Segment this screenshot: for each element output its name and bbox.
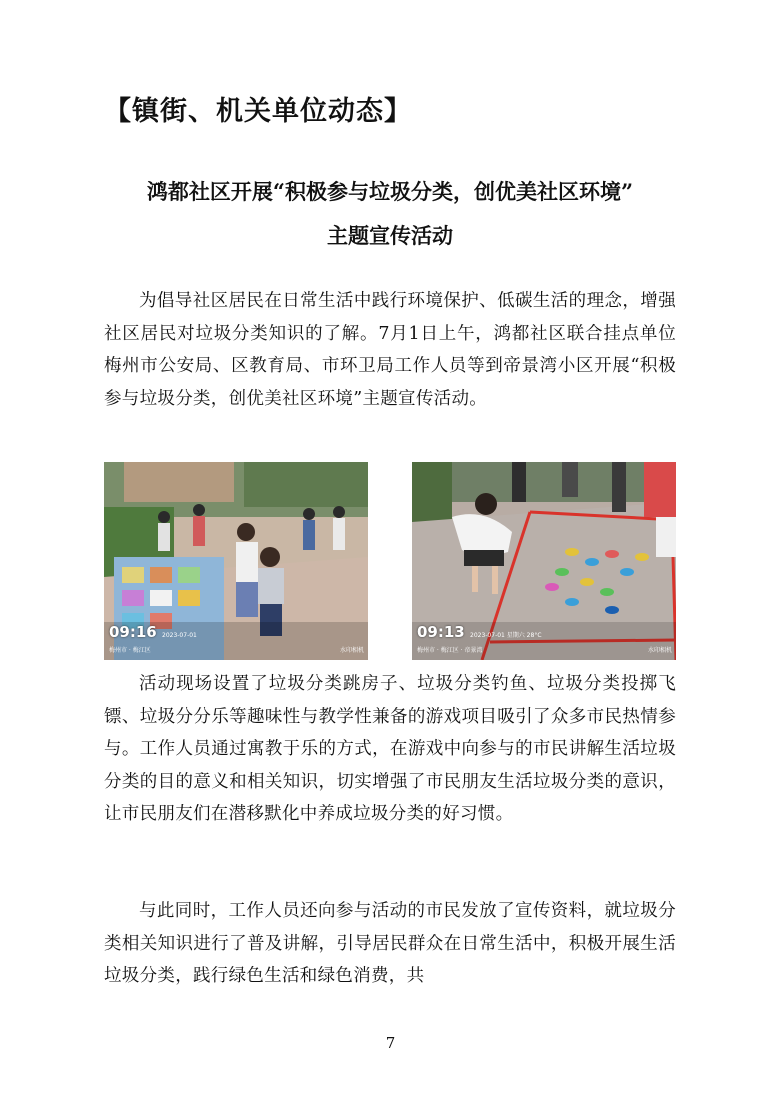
photo-right-location: 梅州市 · 梅江区 · 帝景湾 [417,647,483,654]
photo-right-watermark: 水印相机 [647,647,672,654]
photo-left-watermark: 水印相机 [339,647,364,654]
photo-left-time: 09:16 [109,623,157,641]
page-number: 7 [385,1034,396,1052]
photo-left-location: 梅州市 · 梅江区 [109,647,151,654]
photo-right [412,462,676,660]
article-title-line-1: 鸿都社区开展“积极参与垃圾分类，创优美社区环境” [146,179,634,204]
paragraph-activities: 活动现场设置了垃圾分类跳房子、垃圾分类钓鱼、垃圾分类投掷飞镖、垃圾分分乐等趣味性与教学性兼备的游戏项目吸引了众多市民热情参与。工作人员通过寓教于乐的方式，在游戏中向参与的市民讲解生活垃圾分类的目的意义和相关知识，切实增强了市民朋友生活垃圾分类的意识，让市民朋友们在潜移默化中养成垃圾分类的好习惯。 [104,674,676,824]
article-title [100,170,680,258]
photo-row [104,462,676,660]
article-title-line-2: 主题宣传活动 [327,223,453,248]
paragraph-outreach: 与此同时，工作人员还向参与活动的市民发放了宣传资料，就垃圾分类相关知识进行了普及讲解，引导居民群众在日常生活中，积极开展生活垃圾分类，践行绿色生活和绿色消费，共 [104,901,676,986]
photo-left [104,462,368,660]
photo-right-time: 09:13 [417,623,465,641]
section-heading: 【镇街、机关单位动态】 [104,96,412,127]
photo-right-date: 2023-07-01 星期六 28°C [470,632,542,639]
photo-left-date: 2023-07-01 [162,632,197,639]
paragraph-intro: 为倡导社区居民在日常生活中践行环境保护、低碳生活的理念，增强社区居民对垃圾分类知识的了解。7月1日上午，鸿都社区联合挂点单位梅州市公安局、区教育局、市环卫局工作人员等到帝景湾小区开展“积极参与垃圾分类，创优美社区环境”主题宣传活动。 [104,291,676,409]
